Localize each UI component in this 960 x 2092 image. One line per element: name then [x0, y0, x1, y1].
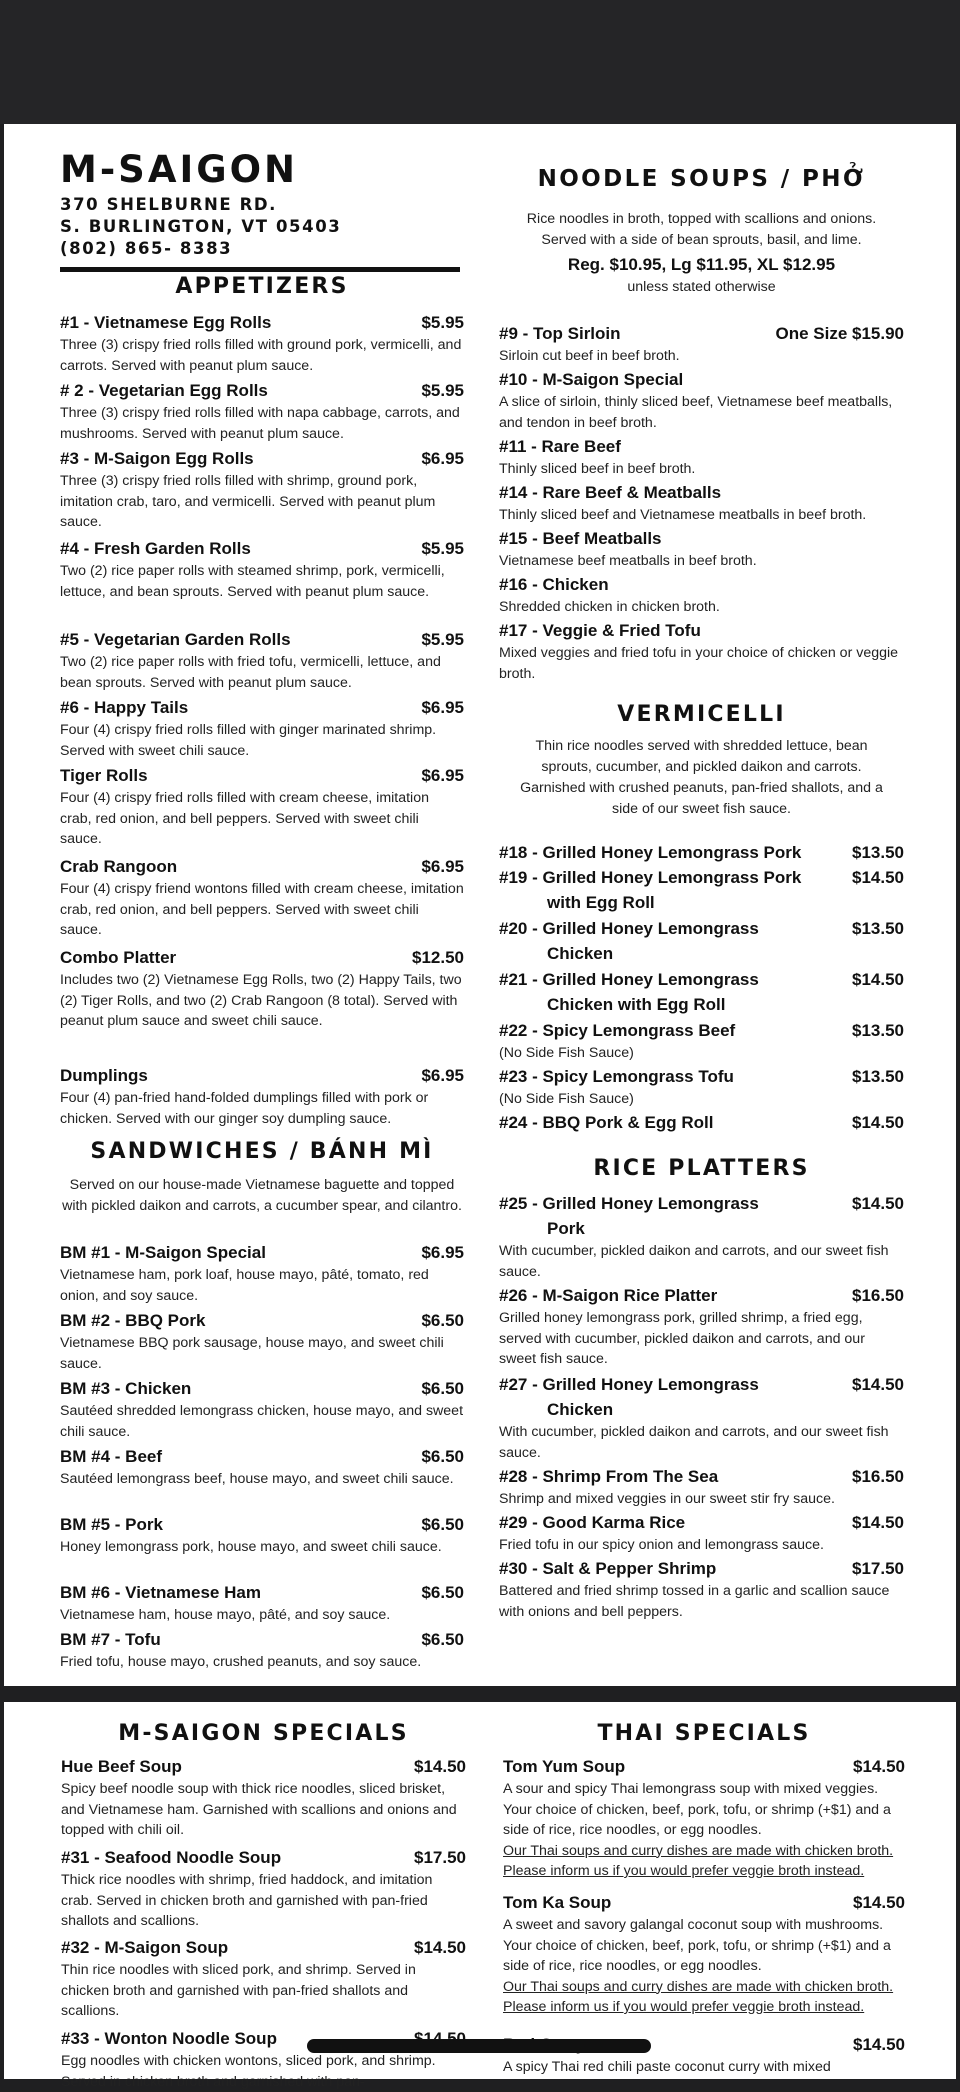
menu-item — [60, 310, 464, 376]
item-name: #20 - Grilled Honey Lemongrass — [499, 919, 759, 938]
appetizers-title: APPETIZERS — [175, 274, 349, 299]
msaigon-specials-title: M-SAIGON SPECIALS — [118, 1721, 409, 1746]
item-description: (No Side Fish Sauce) — [499, 1045, 634, 1061]
item-name: #31 - Seafood Noodle Soup — [61, 1848, 282, 1867]
sandwiches-title: SANDWICHES / BÁNH MÌ — [90, 1139, 434, 1164]
address-line-1: 370 SHELBURNE RD. — [60, 195, 278, 214]
item-price: $6.95 — [421, 857, 464, 876]
item-description: (No Side Fish Sauce) — [499, 1091, 634, 1107]
item-price: $14.50 — [852, 1375, 904, 1394]
item-price: $14.50 — [853, 2035, 905, 2054]
item-name: #1 - Vietnamese Egg Rolls — [60, 313, 272, 332]
item-name: #24 - BBQ Pork & Egg Roll — [499, 1113, 714, 1132]
noodle-soups-prices: Reg. $10.95, Lg $11.95, XL $12.95 — [567, 255, 836, 274]
item-price: $13.50 — [852, 1021, 904, 1040]
item-description: Four (4) pan-fried hand-folded dumplings filled with pork or chicken. Served with our ginger soy dumpling sauce. — [60, 1090, 429, 1127]
item-price: $6.50 — [421, 1515, 464, 1534]
item-price: $6.95 — [421, 449, 464, 468]
menu-item — [60, 1627, 464, 1673]
thai-specials-title: THAI SPECIALS — [597, 1721, 811, 1746]
item-price: $14.50 — [852, 1194, 904, 1213]
menu-item — [61, 1845, 466, 1932]
item-name-continued: Pork — [547, 1219, 585, 1238]
menu-item — [499, 480, 904, 526]
item-name: #19 - Grilled Honey Lemongrass Pork — [499, 868, 802, 887]
item-description: Shrimp and mixed veggies in our sweet stir fry sauce. — [499, 1491, 835, 1507]
item-name: # 2 - Vegetarian Egg Rolls — [60, 381, 268, 400]
item-description: Three (3) crispy fried rolls filled with shrimp, ground pork, imitation crab, taro, and vermicelli. Served with peanut plum sauce. — [60, 473, 436, 530]
item-name: #27 - Grilled Honey Lemongrass — [499, 1375, 759, 1394]
item-price: $14.50 — [853, 1893, 905, 1912]
item-description: Four (4) crispy fried rolls filled with ginger marinated shrimp. Served with sweet chili sauce. — [60, 722, 437, 759]
item-name: #32 - M-Saigon Soup — [61, 1938, 229, 1957]
menu-item — [499, 321, 904, 367]
menu-item — [60, 627, 464, 693]
item-description: A spicy Thai red chili paste coconut curry with mixed — [503, 2059, 831, 2075]
menu-item — [503, 1890, 905, 2018]
item-price: $6.95 — [421, 698, 464, 717]
noodle-soups-prices-note: unless stated otherwise — [627, 279, 776, 295]
item-name: BM #7 - Tofu — [60, 1630, 161, 1649]
menu-item — [60, 378, 464, 444]
menu-item — [499, 916, 904, 966]
menu-item — [60, 1376, 464, 1442]
item-description: Sautéed lemongrass beef, house mayo, and sweet chili sauce. — [60, 1471, 454, 1487]
item-description: Vietnamese BBQ pork sausage, house mayo, and sweet chili sauce. — [60, 1335, 444, 1372]
menu-item — [60, 446, 464, 533]
item-name: #4 - Fresh Garden Rolls — [60, 539, 251, 558]
item-price: $12.50 — [412, 948, 464, 967]
item-name: #9 - Top Sirloin — [499, 324, 621, 343]
item-price: $16.50 — [852, 1286, 904, 1305]
item-name: #23 - Spicy Lemongrass Tofu — [499, 1067, 734, 1086]
item-name-continued: Chicken — [547, 1400, 614, 1419]
menu-item — [60, 536, 464, 602]
item-description: Thick rice noodles with shrimp, fried haddock, and imitation crab. Served in chicken broth and garnished with pan-fried shallots and scallions. — [61, 1872, 433, 1929]
item-price: $14.50 — [852, 868, 904, 887]
broth-note: Our Thai soups and curry dishes are made with chicken broth. Please inform us if you would prefer veggie broth instead. — [503, 1842, 894, 1879]
menu-item — [60, 854, 464, 941]
menu-page-1 — [4, 124, 956, 1686]
item-price: $6.50 — [421, 1583, 464, 1602]
item-price: $17.50 — [852, 1559, 904, 1578]
menu-item — [60, 1063, 464, 1129]
item-price: One Size $15.90 — [775, 324, 904, 343]
item-description: Honey lemongrass pork, house mayo, and sweet chili sauce. — [60, 1539, 442, 1555]
menu-item — [60, 1240, 464, 1306]
item-description: Sirloin cut beef in beef broth. — [499, 348, 680, 364]
menu-item — [60, 1308, 464, 1374]
item-description: Two (2) rice paper rolls with fried tofu, vermicelli, lettuce, and bean sprouts. Served with peanut plum sauce. — [60, 654, 441, 691]
item-name: #17 - Veggie & Fried Tofu — [499, 621, 701, 640]
item-price: $14.50 — [414, 1757, 466, 1776]
item-name: BM #6 - Vietnamese Ham — [60, 1583, 261, 1602]
item-description: Sautéed shredded lemongrass chicken, house mayo, and sweet chili sauce. — [60, 1403, 464, 1440]
item-description: Fried tofu in our spicy onion and lemongrass sauce. — [499, 1537, 824, 1553]
item-name: BM #1 - M-Saigon Special — [60, 1243, 266, 1262]
item-name: #33 - Wonton Noodle Soup — [61, 2029, 277, 2048]
menu-item — [499, 367, 904, 433]
item-price: $13.50 — [852, 1067, 904, 1086]
item-name: BM #5 - Pork — [60, 1515, 163, 1534]
item-name-continued: Chicken — [547, 944, 614, 963]
item-description: With cucumber, pickled daikon and carrots, and our sweet fish sauce. — [499, 1424, 889, 1461]
menu-item — [499, 1110, 904, 1135]
address-line-2: S. BURLINGTON, VT 05403 — [60, 217, 342, 236]
item-description: Three (3) crispy fried rolls filled with ground pork, vermicelli, and carrots. Served with peanut plum sauce. — [60, 337, 462, 374]
item-name: #3 - M-Saigon Egg Rolls — [60, 449, 254, 468]
item-name: #21 - Grilled Honey Lemongrass — [499, 970, 759, 989]
item-name: Combo Platter — [60, 948, 177, 967]
menu-item — [61, 1754, 466, 1841]
item-name: #18 - Grilled Honey Lemongrass Pork — [499, 843, 802, 862]
noodle-soups-title: NOODLE SOUPS / PHỞ — [537, 166, 866, 192]
item-description: Battered and fried shrimp tossed in a garlic and scallion sauce with onions and bell peppers. — [499, 1583, 890, 1620]
menu-item — [499, 572, 904, 618]
menu-item — [499, 1556, 904, 1622]
item-price: $6.50 — [421, 1379, 464, 1398]
item-price: $6.50 — [421, 1630, 464, 1649]
item-description: Thinly sliced beef and Vietnamese meatballs in beef broth. — [499, 507, 867, 523]
menu-item — [499, 618, 904, 684]
menu-item — [499, 1464, 904, 1510]
item-name: BM #2 - BBQ Pork — [60, 1311, 206, 1330]
item-name: #30 - Salt & Pepper Shrimp — [499, 1559, 717, 1578]
item-description: Spicy beef noodle soup with thick rice noodles, sliced brisket, and Vietnamese ham. Garnished with scallions and onions and topped with chili oil. — [61, 1781, 457, 1838]
item-description: Includes two (2) Vietnamese Egg Rolls, two (2) Happy Tails, two (2) Tiger Rolls, and two (2) Crab Rangoon (8 total). Served with peanut plum sauce and sweet chili sauce. — [60, 972, 462, 1029]
item-description: With cucumber, pickled daikon and carrots, and our sweet fish sauce. — [499, 1243, 889, 1280]
item-price: $14.50 — [852, 970, 904, 989]
item-price: $14.50 — [852, 1513, 904, 1532]
menu-item — [499, 526, 904, 572]
item-price: $17.50 — [414, 1848, 466, 1867]
item-description: Two (2) rice paper rolls with steamed shrimp, pork, vermicelli, lettuce, and bean sprouts. Served with peanut plum sauce. — [60, 563, 445, 600]
menu-item — [499, 1283, 904, 1370]
menu-page-2 — [4, 1702, 956, 2090]
restaurant-name: M-SAIGON — [60, 148, 299, 191]
item-price: $14.50 — [852, 1113, 904, 1132]
item-price: $6.95 — [421, 766, 464, 785]
item-name: #10 - M-Saigon Special — [499, 370, 684, 389]
item-name: #5 - Vegetarian Garden Rolls — [60, 630, 291, 649]
menu-item — [499, 967, 904, 1017]
menu-item — [499, 1191, 904, 1282]
menu-item — [60, 695, 464, 761]
item-name: #14 - Rare Beef & Meatballs — [499, 483, 722, 502]
item-price: $16.50 — [852, 1467, 904, 1486]
item-name: Crab Rangoon — [60, 857, 178, 876]
item-name: Hue Beef Soup — [61, 1757, 182, 1776]
broth-note: Our Thai soups and curry dishes are made with chicken broth. Please inform us if you would prefer veggie broth instead. — [503, 1978, 894, 2015]
home-indicator-bar[interactable] — [307, 2039, 651, 2053]
item-price: $5.95 — [421, 381, 464, 400]
menu-item — [499, 1064, 904, 1110]
item-name: Tom Yum Soup — [503, 1757, 626, 1776]
item-name-continued: Chicken with Egg Roll — [547, 995, 726, 1014]
item-price: $5.95 — [421, 539, 464, 558]
item-price: $5.95 — [421, 630, 464, 649]
item-name: #6 - Happy Tails — [60, 698, 189, 717]
menu-item — [503, 1754, 905, 1882]
item-name: #16 - Chicken — [499, 575, 609, 594]
item-description: Shredded chicken in chicken broth. — [499, 599, 720, 615]
item-price: $6.95 — [421, 1243, 464, 1262]
item-name: #22 - Spicy Lemongrass Beef — [499, 1021, 736, 1040]
item-name: #26 - M-Saigon Rice Platter — [499, 1286, 718, 1305]
item-description: Egg noodles with chicken wontons, sliced pork, and shrimp. Served in chicken broth and garnished with pan- — [61, 2053, 436, 2090]
rice-platters-title: RICE PLATTERS — [593, 1156, 810, 1181]
item-price: $6.95 — [421, 1066, 464, 1085]
menu-item — [60, 763, 464, 850]
menu-item — [60, 1580, 464, 1626]
item-name: #29 - Good Karma Rice — [499, 1513, 686, 1532]
item-description: Fried tofu, house mayo, crushed peanuts, and soy sauce. — [60, 1654, 422, 1670]
item-description: A slice of sirloin, thinly sliced beef, Vietnamese beef meatballs, and tendon in beef broth. — [499, 394, 893, 431]
header-divider — [60, 267, 460, 272]
menu-item — [60, 945, 464, 1032]
item-description: A sour and spicy Thai lemongrass soup with mixed veggies. Your choice of chicken, beef, pork, tofu, or shrimp (+$1) and a side of rice, rice noodles, or egg noodles. — [503, 1781, 891, 1838]
menu-item — [60, 1444, 464, 1490]
item-name: Tiger Rolls — [60, 766, 148, 785]
menu-item — [499, 434, 904, 480]
item-name: #28 - Shrimp From The Sea — [499, 1467, 719, 1486]
noodle-soups-intro: Rice noodles in broth, topped with scallions and onions. Served with a side of bean sprouts, basil, and lime. — [526, 211, 877, 248]
sandwiches-intro: Served on our house-made Vietnamese baguette and topped with pickled daikon and carrots, a cucumber spear, and cilantro. — [62, 1177, 462, 1214]
menu-item — [499, 1372, 904, 1463]
item-description: Grilled honey lemongrass pork, grilled shrimp, a fried egg, served with cucumber, pickled daikon and carrots, and our sweet fish sauce. — [499, 1310, 865, 1367]
item-description: Four (4) crispy friend wontons filled with cream cheese, imitation crab, red onion, and bell peppers. Served with sweet chili sauce. — [60, 881, 464, 938]
item-name: #15 - Beef Meatballs — [499, 529, 662, 548]
item-name: BM #4 - Beef — [60, 1447, 163, 1466]
item-price: $14.50 — [853, 1757, 905, 1776]
item-description: Vietnamese ham, pork loaf, house mayo, pâté, tomato, red onion, and soy sauce. — [60, 1267, 429, 1304]
item-description: Vietnamese beef meatballs in beef broth. — [499, 553, 757, 569]
item-description: A sweet and savory galangal coconut soup with mushrooms. Your choice of chicken, beef, pork, tofu, or shrimp (+$1) and a side of rice, rice noodles, or egg noodles. — [503, 1917, 891, 1974]
item-description: Thin rice noodles with sliced pork, and shrimp. Served in chicken broth and garnished with pan-fried shallots and scallions. — [61, 1962, 416, 2019]
item-description: Mixed veggies and fried tofu in your choice of chicken or veggie broth. — [499, 645, 899, 682]
item-description: Four (4) crispy fried rolls filled with cream cheese, imitation crab, red onion, and bell peppers. Served with sweet chili sauce. — [60, 790, 429, 847]
item-description: Vietnamese ham, house mayo, pâté, and soy sauce. — [60, 1607, 391, 1623]
item-name: #11 - Rare Beef — [499, 437, 621, 456]
item-price: $14.50 — [414, 1938, 466, 1957]
item-name: Tom Ka Soup — [503, 1893, 612, 1912]
item-name: Dumplings — [60, 1066, 148, 1085]
item-price: $5.95 — [421, 313, 464, 332]
menu-item — [499, 1510, 904, 1556]
item-description: Three (3) crispy fried rolls filled with napa cabbage, carrots, and mushrooms. Served with peanut plum sauce. — [60, 405, 460, 442]
item-price: $13.50 — [852, 843, 904, 862]
item-price: $13.50 — [852, 919, 904, 938]
item-name: BM #3 - Chicken — [60, 1379, 192, 1398]
menu-item — [60, 1512, 464, 1558]
menu-item — [499, 865, 904, 915]
menu-item — [499, 1018, 904, 1064]
menu-item — [61, 1935, 466, 2022]
item-name-continued: with Egg Roll — [547, 893, 655, 912]
menu-item — [61, 2026, 466, 2092]
menu-item — [499, 840, 904, 865]
top-status-area — [0, 0, 960, 124]
phone-number: (802) 865- 8383 — [60, 239, 233, 258]
item-name: #25 - Grilled Honey Lemongrass — [499, 1194, 759, 1213]
item-price: $6.50 — [421, 1311, 464, 1330]
vermicelli-title: VERMICELLI — [617, 702, 786, 727]
item-price: $6.50 — [421, 1447, 464, 1466]
item-description: Thinly sliced beef in beef broth. — [499, 461, 696, 477]
vermicelli-intro: Thin rice noodles served with shredded lettuce, bean sprouts, cucumber, and pickled daikon and carrots. Garnished with crushed peanuts, pan-fried shallots, and a side of our sweet fish sauce. — [520, 738, 883, 817]
